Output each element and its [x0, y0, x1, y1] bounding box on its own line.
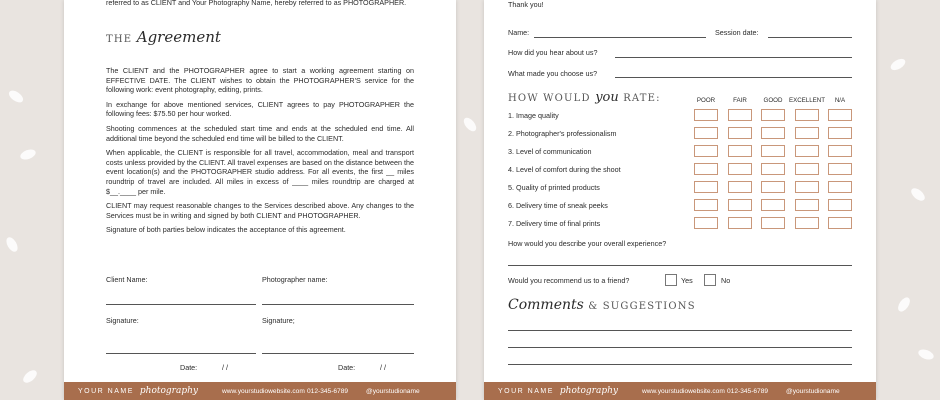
- recommend-no-checkbox[interactable]: [704, 274, 716, 286]
- footer-phone: 012-345-6789: [307, 387, 349, 395]
- rating-box-excellent[interactable]: [795, 109, 819, 121]
- agreement-heading-script: Agreement: [136, 28, 221, 46]
- intro-text: referred to as CLIENT and Your Photography Name, hereby referred to as PHOTOGRAPHER.: [106, 0, 407, 7]
- rating-box-excellent[interactable]: [795, 181, 819, 193]
- rating-box-poor[interactable]: [694, 163, 718, 175]
- photographer-name-label: Photographer name:: [262, 275, 328, 284]
- client-signature-field[interactable]: [106, 353, 256, 354]
- rating-item-label: 2. Photographer's professionalism: [508, 129, 617, 138]
- leaf-decoration: [461, 115, 478, 133]
- client-name-field[interactable]: [106, 304, 256, 305]
- leaf-decoration: [889, 57, 907, 73]
- page-footer: [64, 382, 456, 400]
- rating-col-na: N/A: [834, 97, 846, 104]
- rating-item-label: 1. Image quality: [508, 111, 559, 120]
- choose-us-field[interactable]: [615, 77, 852, 78]
- rating-item-label: 3. Level of communication: [508, 147, 592, 156]
- rating-box-na[interactable]: [828, 181, 852, 193]
- rating-box-na[interactable]: [828, 109, 852, 121]
- leaf-decoration: [896, 295, 913, 313]
- comments-line[interactable]: [508, 364, 852, 365]
- footer-phone: 012-345-6789: [727, 387, 769, 395]
- rating-box-good[interactable]: [761, 163, 785, 175]
- rating-box-na[interactable]: [828, 163, 852, 175]
- rating-box-na[interactable]: [828, 145, 852, 157]
- footer-handle: @yourstudioname: [786, 387, 840, 395]
- rating-box-fair[interactable]: [728, 217, 752, 229]
- rate-heading-caps-2: RATE:: [623, 93, 661, 104]
- footer-website: www.yourstudiowebsite.com: [642, 387, 725, 395]
- rating-box-fair[interactable]: [728, 199, 752, 211]
- footer-brand: YOUR NAME: [498, 387, 554, 395]
- rating-box-poor[interactable]: [694, 127, 718, 139]
- rating-box-fair[interactable]: [728, 127, 752, 139]
- rating-box-good[interactable]: [761, 199, 785, 211]
- rate-heading-script: you: [595, 90, 619, 105]
- rating-col-excellent: EXCELLENT: [788, 97, 826, 104]
- rating-box-good[interactable]: [761, 145, 785, 157]
- paragraph: Shooting commences at the scheduled start time and ends at the scheduled end time. All additional time beyond the scheduled end time will be billed to the CLIENT.: [106, 123, 414, 143]
- rate-heading: [508, 88, 661, 106]
- comments-heading-script: Comments: [508, 297, 584, 313]
- rating-item-label: 6. Delivery time of sneak peeks: [508, 201, 608, 210]
- comments-heading-caps: & SUGGESTIONS: [588, 301, 696, 312]
- rating-box-na[interactable]: [828, 199, 852, 211]
- paragraph: Signature of both parties below indicates the acceptance of this agreement.: [106, 225, 346, 235]
- choose-us-question: What made you choose us?: [508, 69, 598, 78]
- feedback-page: [484, 0, 876, 400]
- rating-item-label: 7. Delivery time of final prints: [508, 219, 601, 228]
- rating-col-fair: FAIR: [733, 97, 747, 104]
- paragraph: CLIENT may request reasonable changes to the Services described above. Any changes to the Services must be in writing and signed by both CLIENT and PHOTOGRAPHER.: [106, 201, 414, 220]
- footer-website: www.yourstudiowebsite.com: [222, 387, 305, 395]
- rating-box-poor[interactable]: [694, 109, 718, 121]
- footer-brand-script: photography: [559, 386, 618, 396]
- photographer-signature-label: Signature;: [262, 316, 295, 325]
- paragraph: When applicable, the CLIENT is responsible for all travel, accommodation, meal and transport costs unless provided by the CLIENT. All travel expenses are based on the distance between the event location(s) and the PHOTOGRAPHER studio address. For all events, the first __ miles roundtrip of travel are included. All miles in excess of ____ miles roundtrip are charged at $__.____ per mile.: [106, 148, 414, 196]
- recommend-yes-label: Yes: [681, 276, 693, 285]
- rating-box-poor[interactable]: [694, 181, 718, 193]
- comments-line[interactable]: [508, 330, 852, 331]
- footer-brand-script: photography: [139, 386, 198, 396]
- paragraph: The CLIENT and the PHOTOGRAPHER agree to start a working agreement starting on EFFECTIVE DATE. The CLIENT wishes to obtain the PHOTOGRAPHER'S service for the following work: event photography, editing, prints.: [106, 66, 414, 95]
- photographer-signature-field[interactable]: [262, 353, 414, 354]
- session-date-label: Session date:: [715, 28, 759, 37]
- rating-box-fair[interactable]: [728, 163, 752, 175]
- photographer-date-field[interactable]: / /: [380, 363, 386, 372]
- rating-item-label: 4. Level of comfort during the shoot: [508, 165, 621, 174]
- rating-box-excellent[interactable]: [795, 163, 819, 175]
- paragraph: In exchange for above mentioned services, CLIENT agrees to pay PHOTOGRAPHER the following fees: $75.50 per hour worked.: [106, 99, 414, 119]
- leaf-decoration: [7, 88, 25, 105]
- rating-item-label: 5. Quality of printed products: [508, 183, 600, 192]
- rating-box-good[interactable]: [761, 109, 785, 121]
- footer-brand: YOUR NAME: [78, 387, 134, 395]
- leaf-decoration: [4, 235, 20, 253]
- rating-box-excellent[interactable]: [795, 127, 819, 139]
- agreement-heading-caps: THE: [106, 34, 133, 45]
- agreement-heading: [106, 28, 221, 47]
- session-date-field[interactable]: [768, 37, 852, 38]
- rating-box-poor[interactable]: [694, 199, 718, 211]
- photographer-date-label: Date:: [338, 363, 356, 372]
- rating-col-poor: POOR: [696, 97, 716, 104]
- recommend-yes-checkbox[interactable]: [665, 274, 677, 286]
- leaf-decoration: [917, 348, 935, 362]
- client-signature-label: Signature:: [106, 316, 139, 325]
- rating-box-fair[interactable]: [728, 109, 752, 121]
- rating-box-poor[interactable]: [694, 145, 718, 157]
- comments-heading: [508, 296, 696, 314]
- leaf-decoration: [19, 148, 37, 162]
- rating-box-good[interactable]: [761, 127, 785, 139]
- rating-box-good[interactable]: [761, 181, 785, 193]
- leaf-decoration: [21, 368, 39, 385]
- rating-box-excellent[interactable]: [795, 217, 819, 229]
- name-field[interactable]: [534, 37, 706, 38]
- experience-question: How would you describe your overall experience?: [508, 239, 667, 248]
- rate-heading-caps: HOW WOULD: [508, 93, 591, 104]
- hear-about-field[interactable]: [615, 57, 852, 58]
- rating-col-good: GOOD: [763, 97, 783, 104]
- rating-box-excellent[interactable]: [795, 145, 819, 157]
- comments-line[interactable]: [508, 347, 852, 348]
- client-name-label: Client Name:: [106, 275, 148, 284]
- experience-field[interactable]: [508, 265, 852, 266]
- footer-handle: @yourstudioname: [366, 387, 420, 395]
- agreement-body: [106, 66, 414, 235]
- recommend-question: Would you recommend us to a friend?: [508, 276, 630, 285]
- agreement-page: [64, 0, 456, 400]
- recommend-no-label: No: [721, 276, 731, 285]
- name-label: Name:: [508, 28, 530, 37]
- client-date-label: Date:: [180, 363, 198, 372]
- rating-box-good[interactable]: [761, 217, 785, 229]
- client-date-field[interactable]: / /: [222, 363, 228, 372]
- leaf-decoration: [909, 186, 927, 203]
- hear-about-question: How did you hear about us?: [508, 48, 598, 57]
- photographer-name-field[interactable]: [262, 304, 414, 305]
- page-footer: [484, 382, 876, 400]
- thank-you-text: Thank you!: [508, 0, 544, 9]
- rating-box-fair[interactable]: [728, 181, 752, 193]
- rating-box-na[interactable]: [828, 217, 852, 229]
- rating-box-na[interactable]: [828, 127, 852, 139]
- rating-box-excellent[interactable]: [795, 199, 819, 211]
- rating-box-fair[interactable]: [728, 145, 752, 157]
- rating-box-poor[interactable]: [694, 217, 718, 229]
